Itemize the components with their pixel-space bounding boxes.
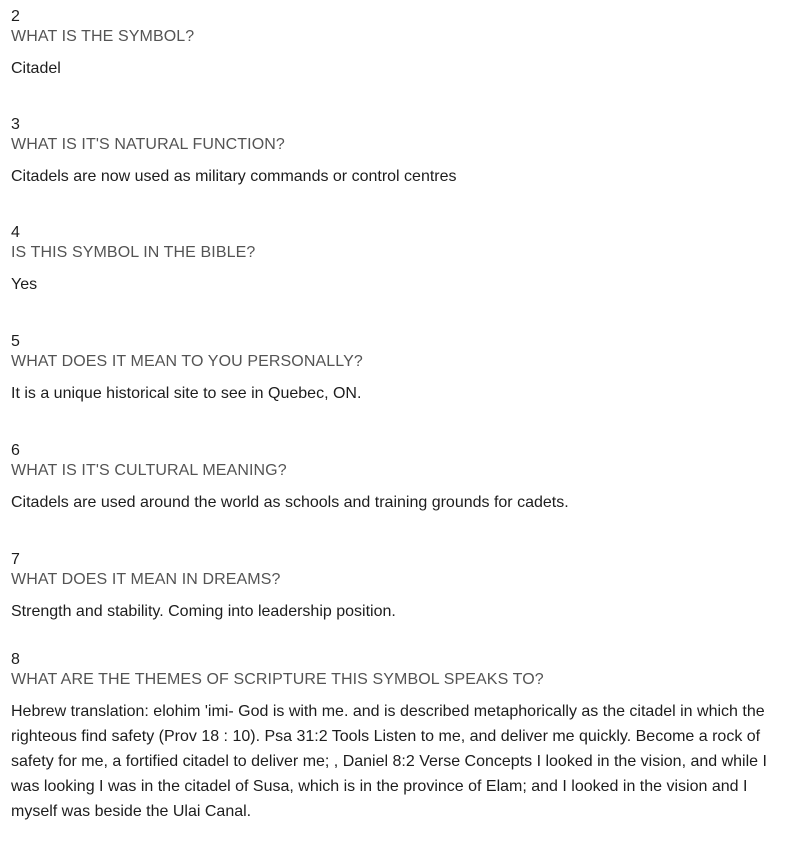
question-heading: WHAT DOES IT MEAN IN DREAMS? (11, 571, 281, 588)
question-heading: WHAT ARE THE THEMES OF SCRIPTURE THIS SYMBOL SPEAKS TO? (11, 671, 544, 688)
question-number: 8 (11, 651, 20, 668)
question-number: 3 (11, 116, 20, 133)
answer-text: Citadel (11, 60, 61, 77)
question-heading: WHAT DOES IT MEAN TO YOU PERSONALLY? (11, 353, 363, 370)
answer-text: Yes (11, 276, 38, 293)
question-number: 7 (11, 551, 20, 568)
question-section-2 (11, 7, 776, 81)
answer-text: It is a unique historical site to see in Quebec, ON. (11, 385, 362, 402)
question-number: 2 (11, 8, 20, 25)
question-section-5 (11, 332, 776, 406)
question-heading: IS THIS SYMBOL IN THE BIBLE? (11, 244, 256, 261)
question-section-3 (11, 115, 776, 189)
question-heading: WHAT IS THE SYMBOL? (11, 28, 195, 45)
answer-text: Strength and stability. Coming into leadership position. (11, 603, 396, 620)
question-section-4 (11, 223, 776, 297)
question-section-6 (11, 441, 776, 515)
question-section-8 (11, 650, 776, 824)
answer-text: Citadels are now used as military commands or control centres (11, 168, 457, 185)
answer-text: Hebrew translation: elohim 'imi- God is with me. and is described metaphorically as the citadel in which the righteous find safety (Prov 18 : 10). Psa 31:2 Tools Listen to me, and deliver me quickly. Become a rock of safety for me, a fortified citadel to deliver me; , Daniel 8:2 Verse Concepts I looked in the vision, and while I was looking I was in the citadel of Susa, which is in the province of Elam; and I looked in the vision and I myself was beside the Ulai Canal. (11, 703, 767, 820)
question-number: 6 (11, 442, 20, 459)
question-section-7 (11, 550, 776, 624)
question-number: 4 (11, 224, 20, 241)
question-heading: WHAT IS IT'S NATURAL FUNCTION? (11, 136, 285, 153)
answer-text: Citadels are used around the world as schools and training grounds for cadets. (11, 494, 569, 511)
question-heading: WHAT IS IT'S CULTURAL MEANING? (11, 462, 287, 479)
question-number: 5 (11, 333, 20, 350)
